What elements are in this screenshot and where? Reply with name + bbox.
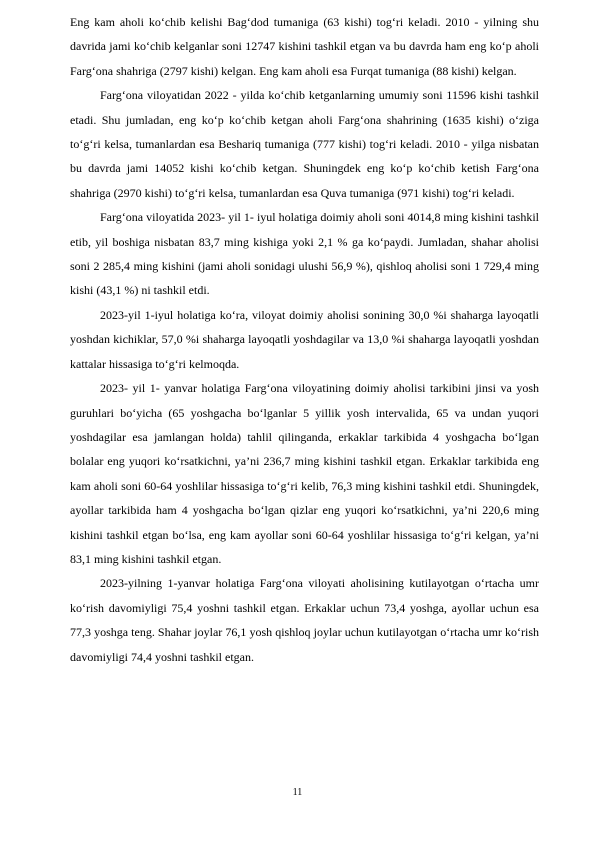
paragraph-3: Farg‘ona viloyatida 2023- yil 1- iyul holatiga doimiy aholi soni 4014,8 ming kishini tashkil etib, yil boshiga nisbatan 83,7 ming kishiga yoki 2,1 % ga ko‘paydi. Jumladan, shahar aholisi soni 2 285,4 ming kishini (jami aholi sonidagi ulushi 56,9 %), qishloq aholisi soni 1 729,4 ming kishi (43,1 %) ni tashkil etdi. [70, 210, 539, 298]
document-page [70, 10, 539, 669]
paragraph-2: Farg‘ona viloyatidan 2022 - yilda koʻchib ketganlarning umumiy soni 11596 kishi tashkil etadi. Shu jumladan, eng koʻp koʻchib ketgan aholi Fargʻona shahrining (1635 kishi) oʻziga toʻgʻri kelsa, tumanlardan esa Beshariq tumaniga (777 kishi) togʻri keladi. 2010 - yilga nisbatan bu davrda jami 14052 kishi koʻchib ketgan. Shuningdek eng koʻp koʻchib ketish Fargʻona shahriga (2970 kishi) toʻgʻri kelsa, tumanlardan esa Quva tumaniga (971 kishi) togʻri keladi. [70, 88, 539, 200]
paragraph-6: 2023-yilning 1-yanvar holatiga Farg‘ona viloyati aholisining kutilayotgan oʻrtacha umr koʻrish davomiyligi 75,4 yoshni tashkil etgan. Erkaklar uchun 73,4 yoshga, ayollar uchun esa 77,3 yoshga teng. Shahar joylar 76,1 yosh qishloq joylar uchun kutilayotgan oʻrtacha umr koʻrish davomiyligi 74,4 yoshni tashkil etgan. [70, 576, 539, 664]
paragraph-5: 2023- yil 1- yanvar holatiga Farg‘ona viloyatining doimiy aholisi tarkibini jinsi va yosh guruhlari bo‘yicha (65 yoshgacha bo‘lganlar 5 yillik yosh intervalida, 65 va undan yuqori yoshdagilar esa jamlangan holda) tahlil qilinganda, erkaklar tarkibida 4 yoshgacha bo‘lgan bolalar eng yuqori ko‘rsatkichni, ya’ni 236,7 ming kishini tashkil etgan. Erkaklar tarkibida eng kam aholi soni 60-64 yoshlilar hissasiga to‘g‘ri kelib, 76,3 ming kishini tashkil etdi. Shuningdek, ayollar tarkibida ham 4 yoshgacha bo‘lgan qizlar eng yuqori ko‘rsatkichni, ya’ni 220,6 ming kishini tashkil etgan bo‘lsa, eng kam ayollar soni 60-64 yoshlilar hissasiga to‘g‘ri kelgan, ya’ni 83,1 ming kishini tashkil etgan. [70, 381, 539, 566]
page-number: 11 [292, 787, 303, 798]
paragraph-4: 2023-yil 1-iyul holatiga ko‘ra, viloyat doimiy aholisi sonining 30,0 %i shaharga layoqatli yoshdan kichiklar, 57,0 %i shaharga layoqatli yoshdagilar va 13,0 %i shaharga layoqatli yoshdan kattalar hissasiga to‘g‘ri kelmoqda. [70, 307, 539, 371]
paragraph-1: Eng kam aholi koʻchib kelishi Bagʻdod tumaniga (63 kishi) togʻri keladi. 2010 - yilning shu davrida jami koʻchib kelganlar soni 12747 kishini tashkil etgan va bu davrda ham eng koʻp aholi Fargʻona shahriga (2797 kishi) kelgan. Eng kam aholi esa Furqat tumaniga (88 kishi) kelgan. [70, 15, 539, 78]
